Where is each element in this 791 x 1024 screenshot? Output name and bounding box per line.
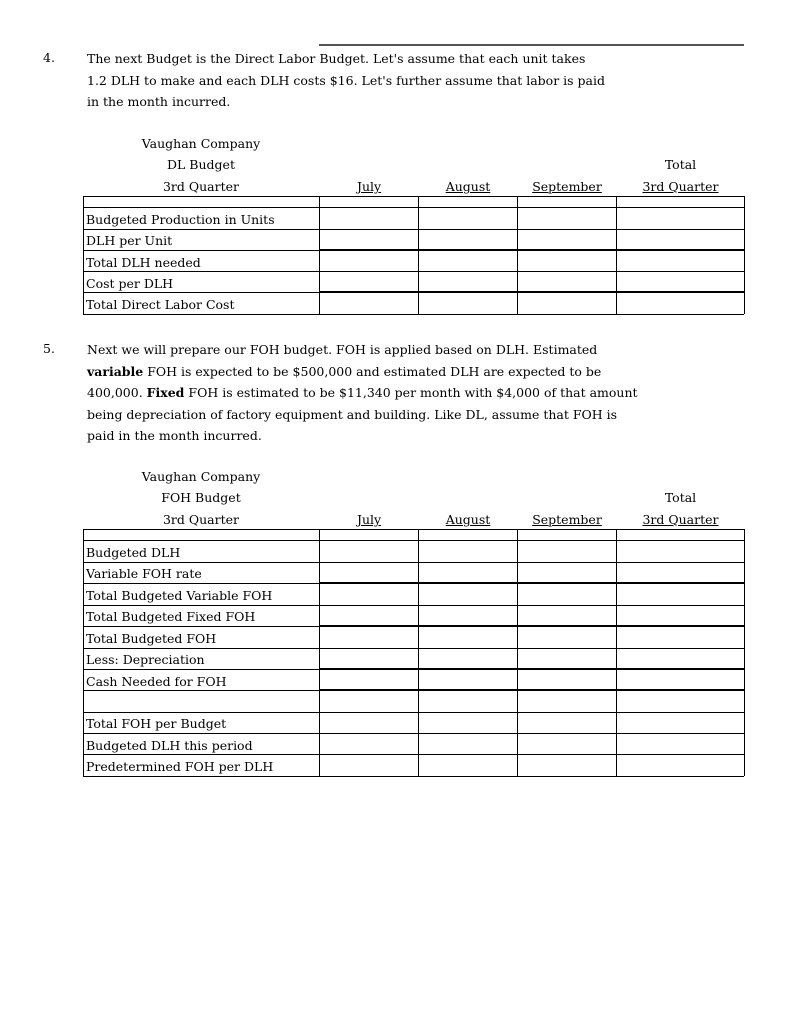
section-5-line-4: being depreciation of factory equipment and building. Like DL, assume that FOH is [87, 406, 618, 422]
foh-row-budgeted-dlh: Budgeted DLH [86, 545, 181, 560]
foh-row-total-foh: Total Budgeted FOH [86, 631, 217, 646]
section-4-line-1: The next Budget is the Direct Labor Budget. Let's assume that each unit takes [87, 51, 586, 66]
foh-row-less-depreciation: Less: Depreciation [86, 652, 205, 667]
foh-row-budgeted-dlh-period: Budgeted DLH this period [86, 738, 253, 753]
dl-col-august: August [445, 179, 491, 194]
foh-row-variable-rate: Variable FOH rate [86, 566, 202, 581]
dl-row-dlh-per-unit: DLH per Unit [86, 233, 173, 248]
foh-row-total-per-budget: Total FOH per Budget [86, 716, 227, 731]
section-4-text [87, 48, 647, 113]
dl-col-july: July [356, 179, 382, 194]
section-5-line-1: Next we will prepare our FOH budget. FOH is applied based on DLH. Estimated [87, 342, 598, 357]
foh-col-total: 3rd Quarter [642, 512, 719, 527]
foh-row-total-variable: Total Budgeted Variable FOH [86, 588, 273, 603]
foh-company-name: Vaughan Company [141, 469, 261, 484]
section-4-line-2: 1.2 DLH to make and each DLH costs $16. Let's further assume that labor is paid [87, 72, 605, 88]
section-5-line-3: 400,000. Fixed FOH is estimated to be $11,340 per month with $4,000 of that amount [87, 385, 638, 400]
dl-row-budgeted-production: Budgeted Production in Units [86, 212, 275, 227]
dl-row-total-dlh: Total DLH needed [86, 255, 201, 270]
dl-company-name: Vaughan Company [141, 136, 261, 151]
dl-row-cost-per-dlh: Cost per DLH [86, 276, 174, 291]
foh-row-predetermined-rate: Predetermined FOH per DLH [86, 759, 274, 774]
top-border-line [319, 44, 744, 46]
dl-total-header-top: Total [664, 157, 697, 172]
dl-row-total-cost: Total Direct Labor Cost [86, 297, 235, 312]
foh-col-september: September [532, 512, 602, 527]
foh-col-july: July [356, 512, 382, 527]
foh-total-header-top: Total [664, 490, 697, 505]
foh-row-cash-needed: Cash Needed for FOH [86, 674, 227, 689]
section-5-line-2: variable FOH is expected to be $500,000 and estimated DLH are expected to be [87, 363, 602, 379]
foh-row-total-fixed: Total Budgeted Fixed FOH [86, 609, 256, 624]
dl-col-total: 3rd Quarter [642, 179, 719, 194]
dl-budget-title: DL Budget [167, 157, 235, 172]
foh-budget-title: FOH Budget [161, 490, 241, 505]
dl-period: 3rd Quarter [162, 179, 240, 194]
section-4-number: 4. [43, 50, 55, 65]
dl-col-september: September [532, 179, 602, 194]
section-5-number: 5. [43, 341, 55, 356]
section-4-line-3: in the month incurred. [87, 94, 231, 109]
foh-period: 3rd Quarter [162, 512, 240, 527]
foh-col-august: August [445, 512, 491, 527]
section-5-text [87, 339, 647, 447]
section-5-line-5: paid in the month incurred. [87, 428, 262, 443]
